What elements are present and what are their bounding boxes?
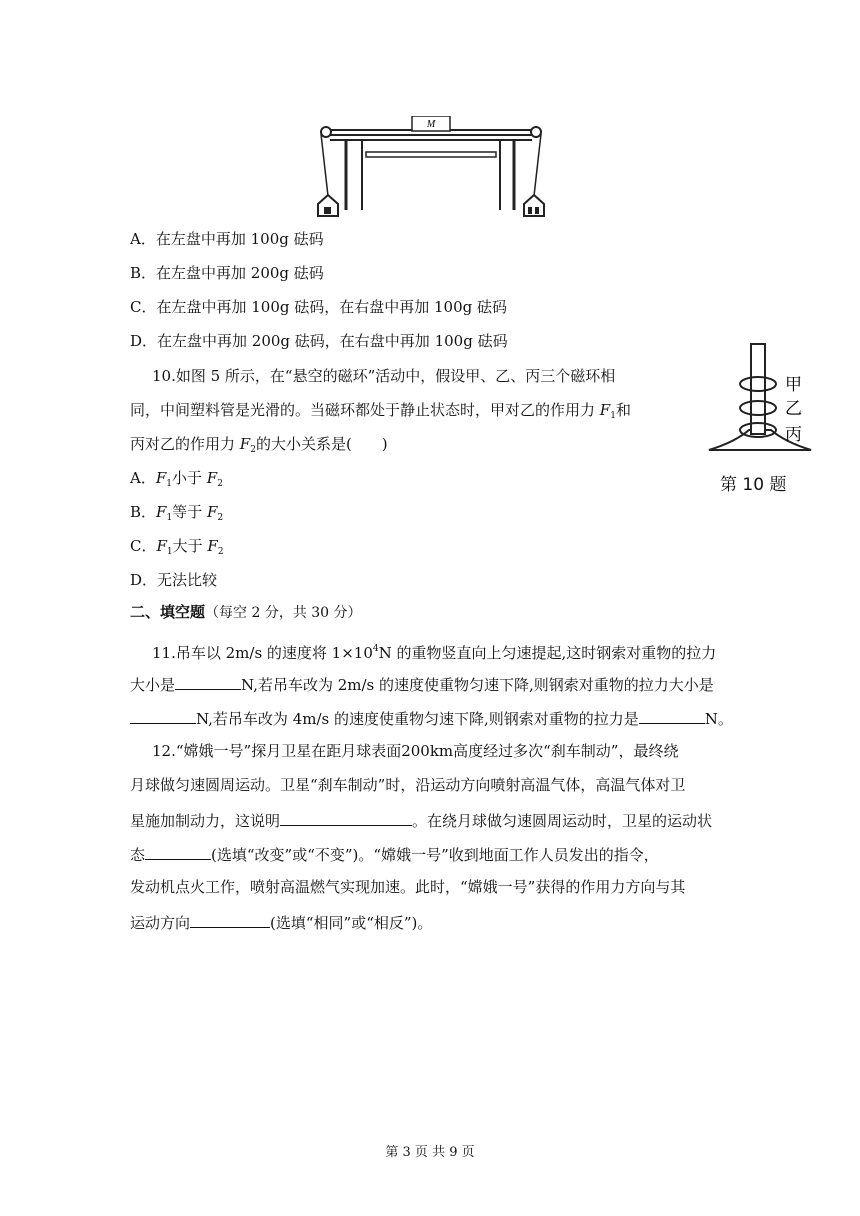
section-heading: 二、填空题（每空 2 分，共 30 分）: [130, 603, 362, 621]
q10-option-c: C．$F_1$大于 $F_2$: [130, 537, 224, 557]
q10-option-a: A．$F_1$小于 $F_2$: [130, 469, 223, 489]
answer-blank[interactable]: [145, 843, 211, 860]
q9-option-b: B．在左盘中再加 200g 砝码: [130, 264, 324, 282]
q10-option-d: D．无法比较: [130, 571, 218, 589]
q11-line3: N,若吊车改为 4m/s 的速度使重物匀速下降,则钢索对重物的拉力是 N。: [130, 707, 733, 729]
ring-label-yi: 乙: [785, 399, 802, 419]
q10-stem-line1: 10.如图 5 所示，在“悬空的磁环”活动中，假设甲、乙、丙三个磁环相: [152, 367, 616, 385]
q12-line6: 运动方向 (选填“相同”或“相反”)。: [130, 911, 432, 933]
answer-blank[interactable]: [190, 911, 270, 928]
q12-line2: 月球做匀速圆周运动。卫星“刹车制动”时，沿运动方向喷射高温气体，高温气体对卫: [130, 776, 686, 794]
figure-caption: 第 10 题: [720, 475, 787, 495]
magnetic-rings-figure: [705, 342, 815, 462]
answer-blank[interactable]: [280, 809, 412, 826]
q11-line2: 大小是 N,若吊车改为 2m/s 的速度使重物匀速下降,则钢索对重物的拉力大小是: [130, 673, 714, 695]
q10-stem-line2: 同，中间塑料管是光滑的。当磁环都处于静止状态时，甲对乙的作用力 $F_1$和: [130, 401, 631, 421]
answer-blank[interactable]: [130, 707, 196, 724]
q12-line4: 态 (选填“改变”或“不变”)。“嫦娥一号”收到地面工作人员发出的指令，: [130, 843, 659, 865]
ring-label-jia: 甲: [785, 375, 802, 395]
answer-blank[interactable]: [639, 707, 705, 724]
q9-option-a: A．在左盘中再加 100g 砝码: [130, 230, 324, 248]
pulley-table-figure: [316, 116, 546, 220]
q9-option-c: C．在左盘中再加 100g 砝码，在右盘中再加 100g 砝码: [130, 298, 508, 316]
q10-stem-line3: 丙对乙的作用力 $F_2$的大小关系是( ): [130, 435, 388, 455]
ring-label-bing: 丙: [785, 425, 802, 445]
q9-option-d: D．在左盘中再加 200g 砝码，在右盘中再加 100g 砝码: [130, 332, 508, 350]
q10-option-b: B．$F_1$等于 $F_2$: [130, 503, 224, 523]
q12-line1: 12.“嫦娥一号”探月卫星在距月球表面200km高度经过多次“刹车制动”，最终绕: [152, 742, 679, 760]
page-footer: 第 3 页 共 9 页: [385, 1145, 475, 1160]
q12-line5: 发动机点火工作，喷射高温燃气实现加速。此时，“嫦娥一号”获得的作用力方向与其: [130, 878, 686, 896]
answer-blank[interactable]: [175, 673, 241, 690]
block-m-label: M: [426, 119, 436, 130]
q12-line3: 星施加制动力，这说明 。在绕月球做匀速圆周运动时，卫星的运动状: [130, 809, 712, 831]
q11-line1: 11.吊车以 2m/s 的速度将 $1\times 10^4N$ 的重物竖直向上匀速提起,这时钢索对重物的拉力: [152, 644, 717, 662]
